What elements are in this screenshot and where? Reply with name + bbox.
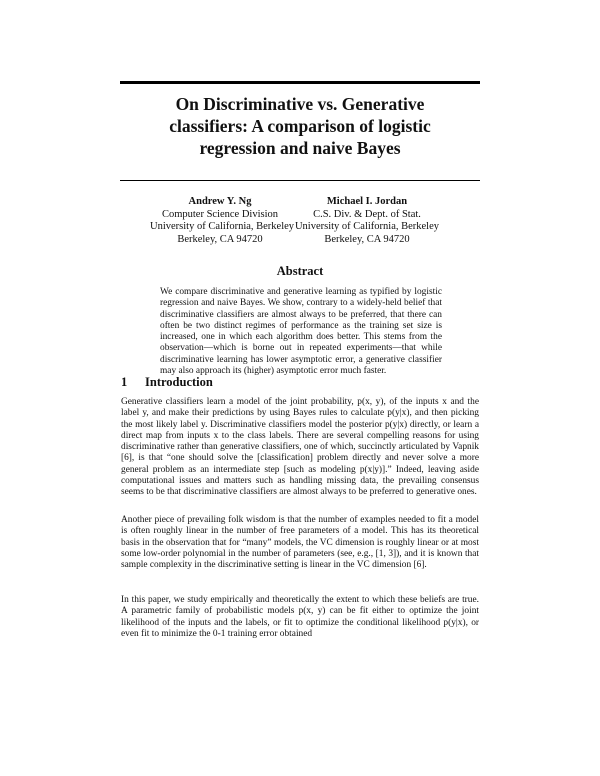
author-name: Michael I. Jordan [326, 196, 408, 207]
title-bottom-rule [120, 180, 480, 181]
title-top-rule [120, 81, 480, 84]
body-paragraph: In this paper, we study empirically and theoretically the extent to which these beliefs are true. A parametric family of probabilistic models p(x, y) can be fit either to optimize the joint likelihood of the inputs and the labels, or fit to optimize the conditional likelihood p(y|x), or even fit to minimize the 0-1 training error obtained [121, 595, 479, 639]
body-paragraph: Generative classifiers learn a model of the joint probability, p(x, y), of the inputs x and the label y, and make their predictions by using Bayes rules to calculate p(y|x), and then picking the most likely label y. Discriminative classifiers model the posterior p(y|x) directly, or learn a direct map from inputs x to the class labels. There are several compelling reasons for using discriminative rather than generative classifiers, one of which, succinctly articulated by Vapnik [6], is that “one should solve the [classification] problem directly and never solve a more general problem as an intermediate step [such as modeling p(x|y)].” Indeed, leaving aside computational issues and matters such as handling missing data, the prevailing consensus seems to be that discriminative classifiers are almost always to be preferred to generative ones. [121, 397, 479, 497]
author-affiliation: Computer Science Division [161, 208, 279, 220]
author-affiliation: Berkeley, CA 94720 [324, 233, 410, 245]
section-number: 1 [121, 375, 128, 389]
author-name: Andrew Y. Ng [188, 196, 252, 207]
title-line: classifiers: A comparison of logistic [169, 116, 431, 136]
paper-title [120, 93, 480, 159]
title-line: regression and naive Bayes [199, 138, 401, 158]
author-affiliation: Berkeley, CA 94720 [177, 233, 263, 245]
author-affiliation: C.S. Div. & Dept. of Stat. [313, 208, 421, 220]
author-affiliation: University of California, Berkeley [294, 221, 440, 232]
section-heading [121, 375, 213, 390]
title-line: On Discriminative vs. Generative [175, 94, 425, 114]
abstract-heading: Abstract [276, 264, 324, 278]
author-block [282, 196, 452, 246]
author-block [150, 196, 295, 246]
author-affiliation: University of California, Berkeley [150, 221, 295, 232]
abstract-text: We compare discriminative and generative learning as typified by logistic regression and naive Bayes. We show, contrary to a widely-held belief that discriminative classifiers are almost always to be preferred, that there can often be two distinct regimes of performance as the training set size is increased, one in which each algorithm does better. This stems from the observation—which is borne out in repeated experiments—that while discriminative learning has lower asymptotic error, a generative classifier may also approach its (higher) asymptotic error much faster. [160, 287, 442, 377]
body-paragraph: Another piece of prevailing folk wisdom is that the number of examples needed to fit a model is often roughly linear in the number of free parameters of a model. This has its theoretical basis in the observation that for “many” models, the VC dimension is roughly linear or at most some low-order polynomial in the number of parameters (see, e.g., [1, 3]), and it is known that sample complexity in the discriminative setting is linear in the VC dimension [6]. [121, 515, 479, 570]
section-title: Introduction [145, 375, 213, 389]
